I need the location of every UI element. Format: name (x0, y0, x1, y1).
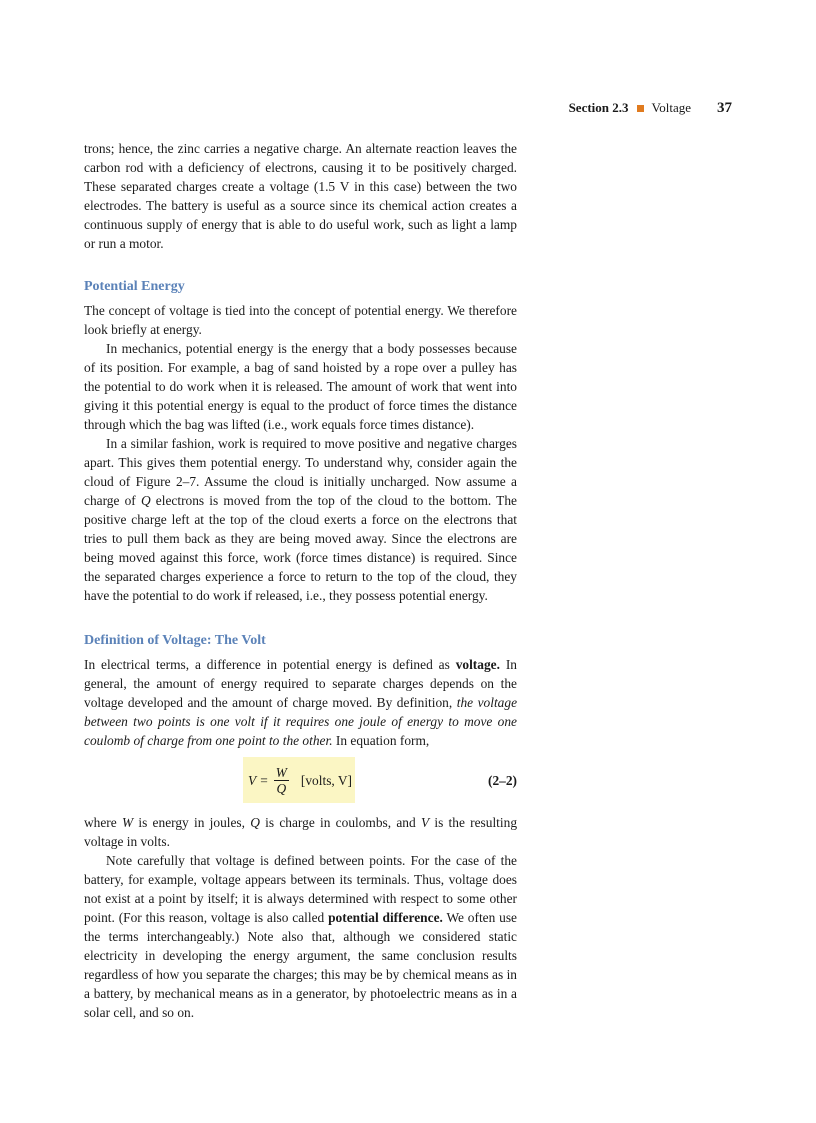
text-run: In electrical terms, a difference in potential energy is defined as (84, 657, 456, 672)
text-run: We often use the terms interchangeably.) Note also that, although we considered static electricity in developing the energy argument, the same conclusion results regardless of how you separate the charges; this may be by chemical means as in a battery, by mechanical means as in a generator, by photoelectric means as in a solar cell, and so on. (84, 910, 517, 1020)
page-body (84, 139, 517, 1022)
equation-highlight (243, 757, 355, 803)
symbol-q: Q (250, 815, 260, 830)
equation-2-2 (84, 757, 517, 805)
section-label: Section 2.3 (568, 100, 629, 115)
energy-paragraph-2: In mechanics, potential energy is the energy that a body possesses because of its position. For example, a bag of sand hoisted by a rope over a pulley has the potential to do work when it is released. The amount of work that went into giving it this potential energy is equal to the product of force times the distance through which the bag was lifted (i.e., work equals force times distance). (84, 341, 517, 432)
text-run: is the resulting voltage in volts. (84, 815, 518, 849)
text-run: where (84, 815, 122, 830)
text-run: In a similar fashion, work is required to move positive and negative charges apart. This gives them potential energy. To understand why, consider again the cloud of Figure 2–7. Assume the cloud is initially uncharged. Now assume a charge of (84, 436, 517, 508)
definition-paragraph-1 (84, 655, 517, 750)
page-number: 37 (717, 100, 732, 116)
eq-lhs: V (248, 772, 257, 788)
eq-equals: = (260, 772, 268, 788)
energy-paragraph-1: The concept of voltage is tied into the concept of potential energy. We therefore look briefly at energy. (84, 303, 517, 337)
equation-number: (2–2) (487, 773, 517, 788)
term-potential-difference: potential difference. (328, 910, 443, 925)
symbol-v: V (420, 815, 430, 830)
heading-definition-of-voltage: Definition of Voltage: The Volt (84, 633, 266, 648)
square-bullet-icon (637, 105, 644, 112)
eq-numerator: W (275, 764, 287, 780)
eq-denominator: Q (276, 780, 287, 796)
symbol-w: W (121, 815, 134, 830)
definition-paragraph-3 (84, 851, 517, 1022)
term-voltage: voltage. (455, 657, 500, 672)
eq-fraction (274, 765, 289, 796)
eq-units: [volts, V] (300, 772, 352, 788)
running-header (569, 100, 732, 117)
text-run: is charge in coulombs, and (259, 815, 421, 830)
heading-potential-energy: Potential Energy (84, 279, 185, 294)
text-run: In general, the amount of energy required to separate charges depends on the voltage developed and the amount of charge moved. By definition, (84, 657, 517, 710)
text-run: is energy in joules, (133, 815, 251, 830)
text-run: electrons is moved from the top of the cloud to the bottom. The positive charge left at the top of the cloud exerts a force on the electrons that tries to pull them back as they are being moved away. Since the electrons are being moved against this force, work (force times distance) is required. Since the separated charges experience a force to return to the top of the cloud, they have the potential to do work if released, i.e., they possess potential energy. (84, 493, 517, 603)
text-run: In equation form, (332, 733, 430, 748)
definition-paragraph-2 (84, 813, 517, 851)
definition-statement: the voltage between two points is one volt if it requires one joule of energy to move one coulomb of charge from one point to the other. (84, 695, 518, 748)
intro-paragraph: trons; hence, the zinc carries a negative charge. An alternate reaction leaves the carbon rod with a deficiency of electrons, causing it to be positively charged. These separated charges create a voltage (1.5 V in this case) between the two electrodes. The battery is useful as a source since its chemical action creates a continuous supply of energy that is able to do useful work, such as light a lamp or run a motor. (84, 141, 517, 251)
symbol-q: Q (140, 493, 151, 508)
energy-paragraph-3 (84, 434, 517, 605)
section-topic: Voltage (651, 100, 691, 115)
text-run: Note carefully that voltage is defined between points. For the case of the battery, for example, voltage appears between its terminals. Thus, voltage does not exist at a point by itself; it is always determined with respect to some other point. (For this reason, voltage is also called (84, 853, 517, 925)
